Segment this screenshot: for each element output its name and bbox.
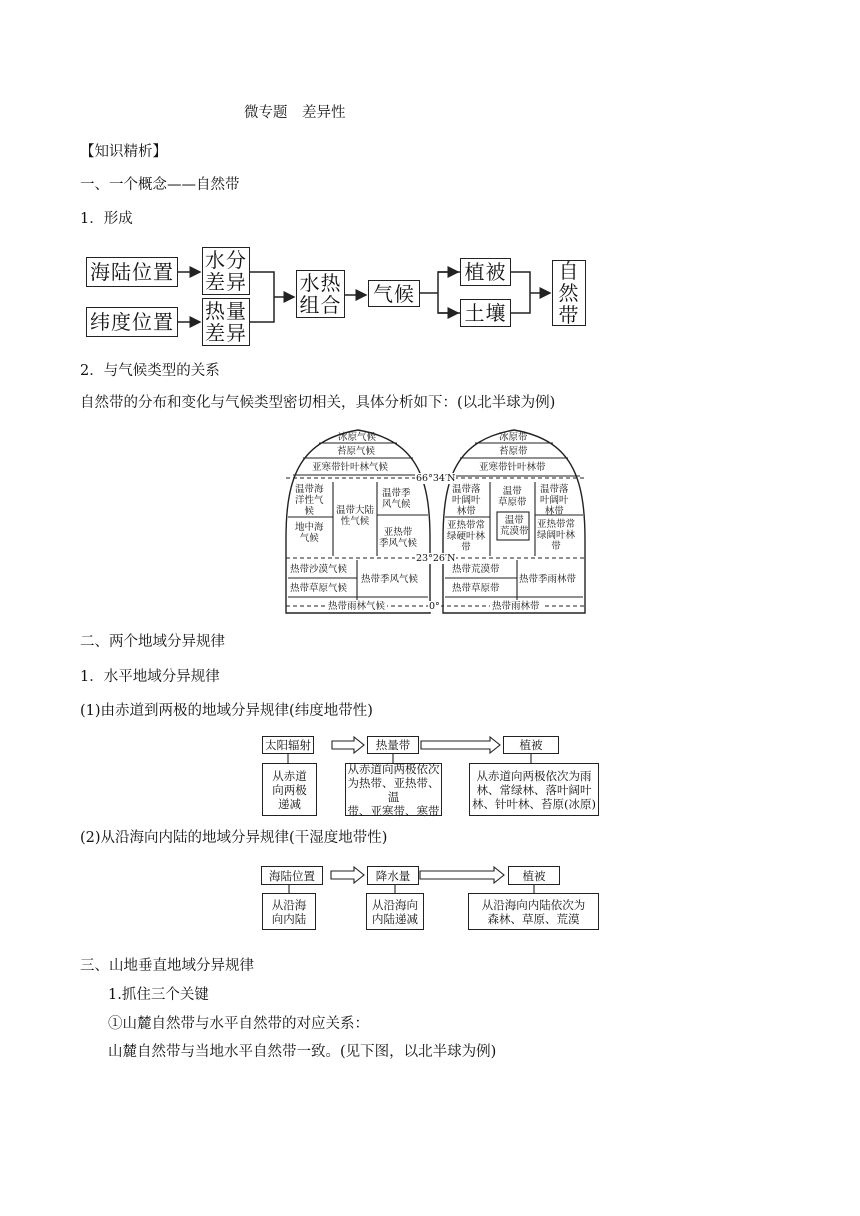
subtropical-monsoon-climate-label: 亚热带 季风气候 — [379, 527, 418, 549]
moist-desc-sea-land: 从沿海 向内陆 — [262, 893, 316, 930]
tropical-rainforest-zone-label: 热带雨林带 — [492, 601, 540, 612]
precipitation-box: 降水量 — [367, 866, 419, 885]
piedmont-correspondence-line: ①山麓自然带与水平自然带的对应关系： — [108, 1016, 369, 1032]
moist-desc-precip: 从沿海向 内陆递减 — [366, 893, 424, 930]
equator-label: 0° — [429, 601, 440, 612]
tropical-desert-zone-label: 热带荒漠带 — [452, 564, 500, 575]
ice-cap-climate-label: 冰原气候 — [338, 432, 377, 443]
sea-land-position-box: 海陆位置 — [86, 257, 178, 287]
arctic-circle-label: 66°34′N — [416, 473, 456, 484]
tropical-rainforest-climate-label: 热带雨林气候 — [328, 601, 386, 612]
climate-relation-paragraph: 自然带的分布和变化与气候类型密切相关，具体分析如下：(以北半球为例) — [80, 395, 556, 411]
temperate-monsoon-climate-label: 温带季 风气候 — [382, 488, 411, 510]
latitudinal-paragraph: (1)由赤道到两极的地域分异规律(纬度地带性) — [80, 703, 373, 719]
tundra-zone-label: 苔原带 — [499, 446, 528, 457]
tropical-monsoon-forest-zone-label: 热带季雨林带 — [519, 574, 577, 585]
taiga-zone-label: 亚寒带针叶林带 — [479, 462, 546, 473]
tropical-savanna-climate-label: 热带草原气候 — [290, 583, 348, 594]
temperate-steppe-zone-label: 温带 草原带 — [498, 486, 527, 508]
ice-zone-label: 冰原带 — [499, 432, 528, 443]
tropical-savanna-zone-label: 热带草原带 — [452, 583, 500, 594]
tropical-monsoon-climate-label: 热带季风气候 — [361, 574, 419, 585]
climate-box: 气候 — [368, 280, 420, 307]
section-1-heading: 一、一个概念——自然带 — [80, 177, 240, 193]
moist-desc-vegetation: 从沿海向内陆依次为 森林、草原、荒漠 — [468, 893, 599, 930]
temperate-continental-climate-label: 温带大陆 性气候 — [336, 505, 375, 527]
temperate-deciduous-forest-left-label: 温带落 叶阔叶 林带 — [452, 484, 481, 517]
three-keys-subheading: 1.抓住三个关键 — [108, 987, 209, 1003]
subtropical-evergreen-forest-zone-label: 亚热带常 绿阔叶林 带 — [537, 519, 576, 552]
section-2-heading: 二、两个地域分异规律 — [80, 634, 225, 650]
page-title: 微专题 差异性 — [244, 105, 346, 121]
formation-subheading: 1．形成 — [80, 211, 133, 227]
soil-box: 土壤 — [460, 299, 511, 327]
section-tag: 【知识精析】 — [80, 144, 167, 160]
lat-desc-heat: 从赤道向两极依次 为热带、亚热带、温 带、亚寒带、寒带 — [345, 763, 442, 816]
subarctic-climate-label: 亚寒带针叶林气候 — [312, 462, 389, 473]
water-heat-combination-box: 水热 组合 — [296, 270, 345, 318]
mediterranean-climate-label: 地中海 气候 — [295, 522, 324, 544]
piedmont-consistency-line: 山麓自然带与当地水平自然带一致。(见下图，以北半球为例) — [108, 1044, 497, 1060]
moisture-paragraph: (2)从沿海向内陆的地域分异规律(干湿度地带性) — [80, 830, 388, 846]
section-3-heading: 三、山地垂直地域分异规律 — [80, 958, 254, 974]
tropic-of-cancer-label: 23°26′N — [416, 553, 456, 564]
vegetation-box: 植被 — [460, 258, 511, 286]
water-difference-box: 水分 差异 — [202, 247, 250, 295]
lat-desc-solar: 从赤道 向两极 递减 — [262, 763, 317, 816]
climate-relation-subheading: 2．与气候类型的关系 — [80, 363, 220, 379]
lat-vegetation-box: 植被 — [503, 736, 559, 754]
temperate-deciduous-forest-right-label: 温带落 叶阔叶 林带 — [540, 484, 569, 517]
temperate-desert-zone-label: 温带 荒漠带 — [500, 515, 529, 537]
temperate-marine-climate-label: 温带海 洋性气 候 — [295, 484, 324, 517]
latitude-position-box: 纬度位置 — [86, 307, 178, 337]
horizontal-differentiation-subheading: 1．水平地域分异规律 — [80, 669, 220, 685]
moist-vegetation-box: 植被 — [508, 866, 560, 885]
heat-difference-box: 热量 差异 — [202, 298, 250, 346]
heat-zone-box: 热量带 — [367, 736, 419, 754]
moist-sea-land-box: 海陆位置 — [261, 866, 323, 885]
sclerophyll-forest-zone-label: 亚热带常 绿硬叶林 带 — [447, 520, 486, 553]
tundra-climate-label: 苔原气候 — [337, 446, 376, 457]
lat-desc-vegetation: 从赤道向两极依次为雨 林、常绿林、落叶阔叶 林、针叶林、苔原(冰原) — [469, 763, 599, 816]
tropical-desert-climate-label: 热带沙漠气候 — [290, 564, 348, 575]
solar-radiation-box: 太阳辐射 — [262, 736, 314, 754]
natural-zone-box: 自 然 带 — [552, 260, 586, 326]
